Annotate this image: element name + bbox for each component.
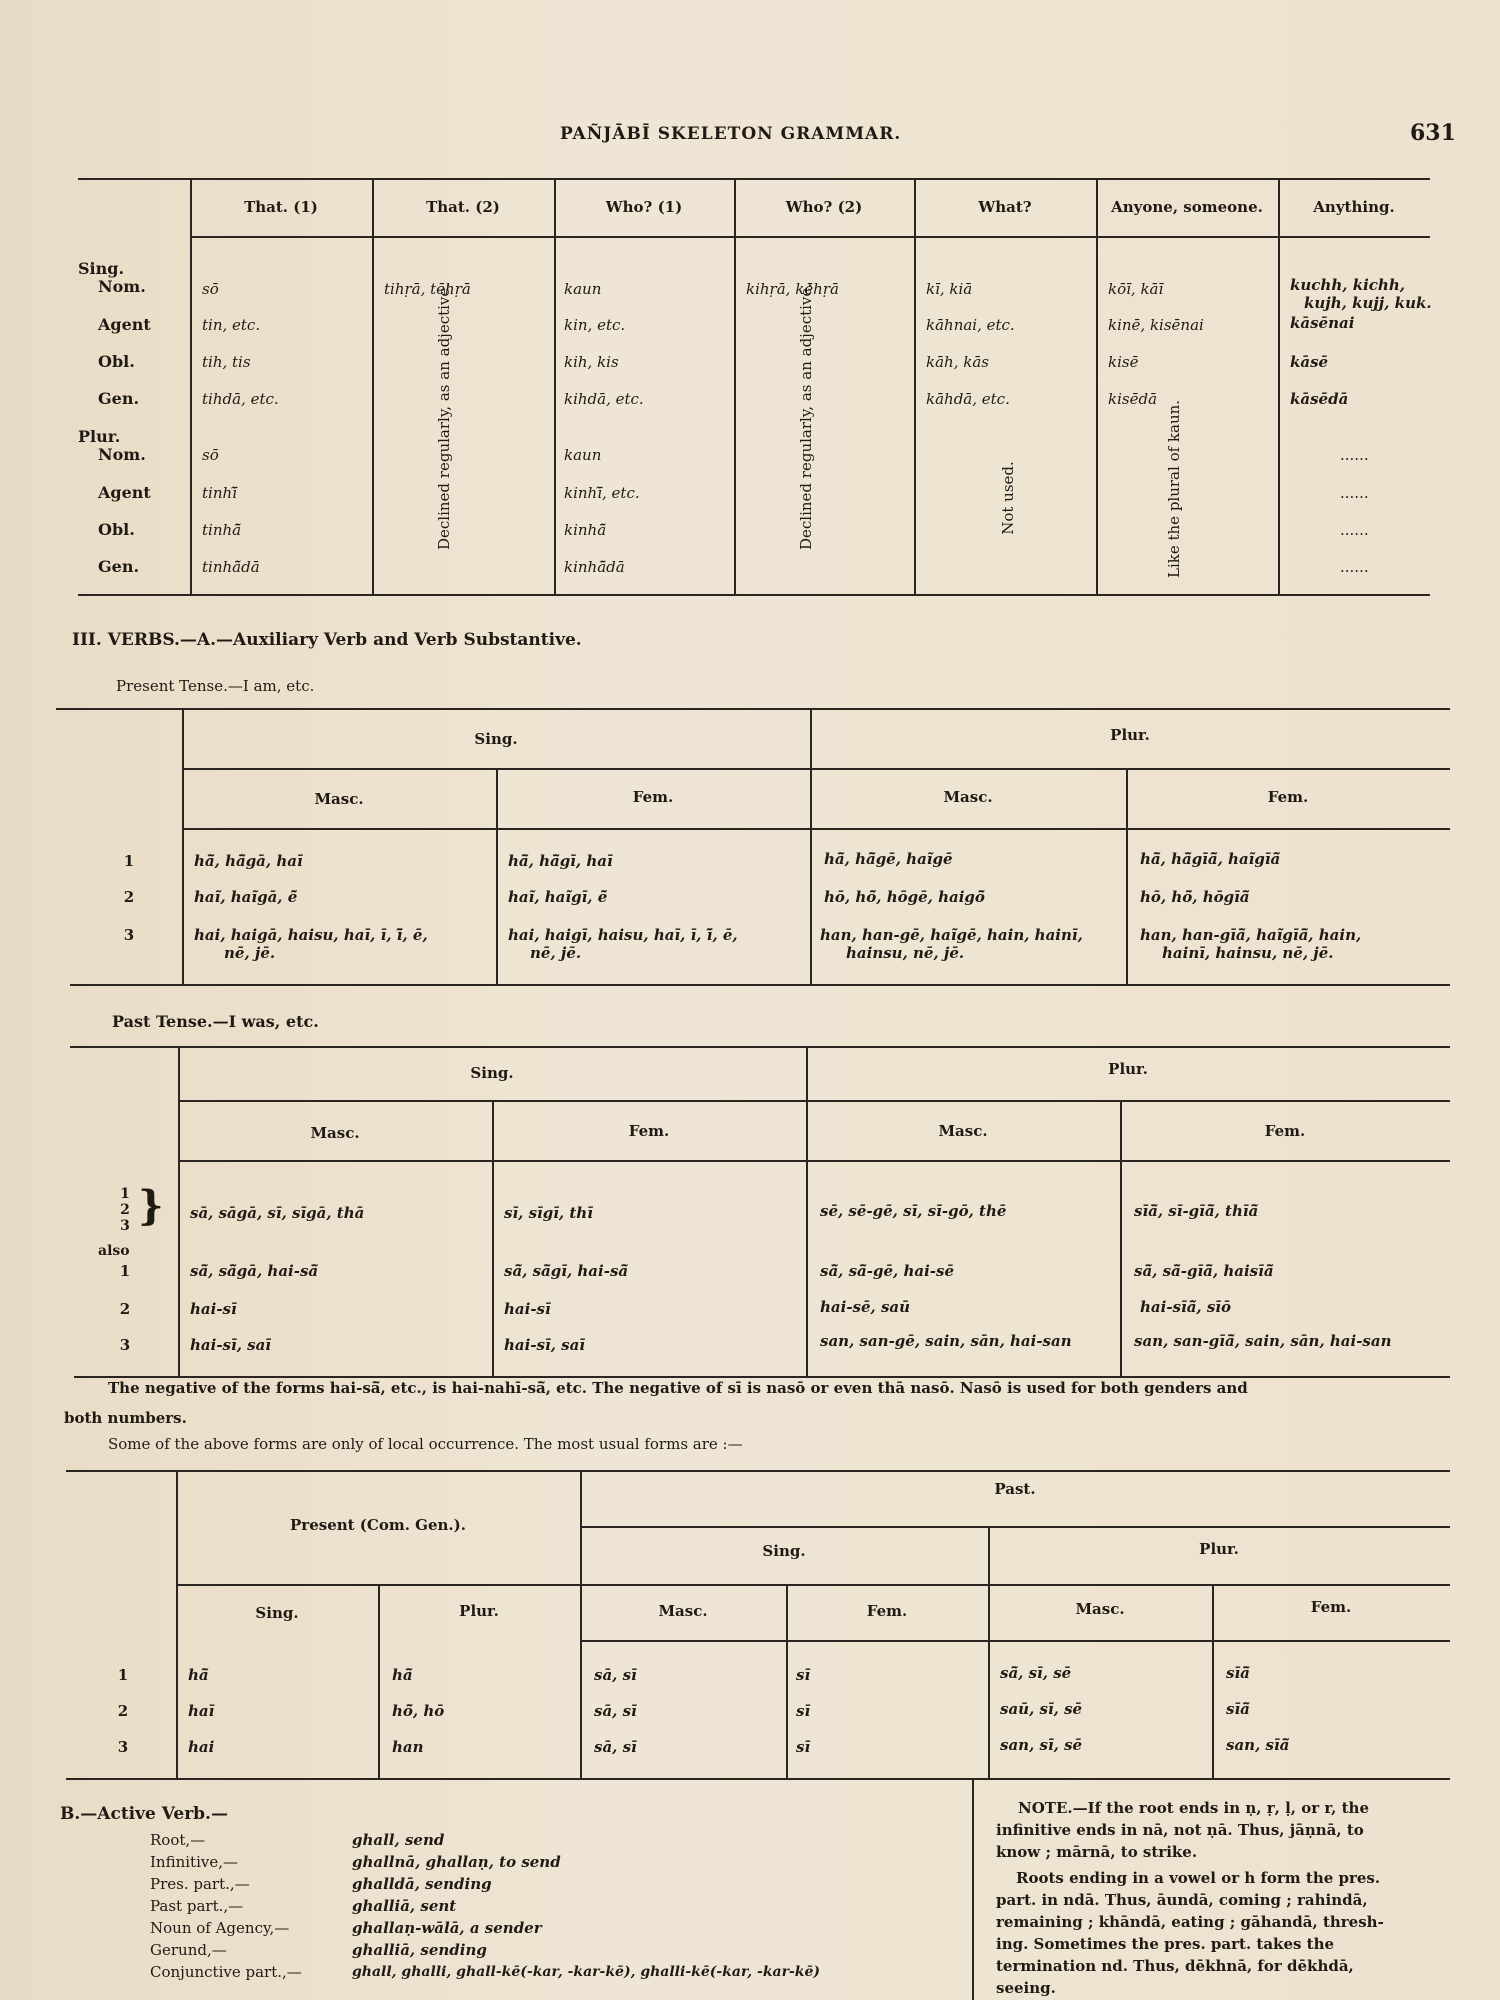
label-sing: Sing. [78, 259, 125, 278]
cell: hā̃ [392, 1666, 413, 1684]
cell: kāsēnai [1290, 314, 1355, 332]
person-number: 3 [117, 1738, 129, 1756]
header-masc: Masc. [314, 790, 364, 808]
rotated-note: Declined regularly, as an adjective. [797, 282, 815, 550]
cell: haī [188, 1702, 215, 1720]
cell: tinhī̃ [202, 484, 237, 502]
cell: tin, etc. [202, 316, 261, 334]
cell: hā̃, hā̃gā, haī [194, 852, 303, 870]
cell: kāsē [1290, 353, 1329, 371]
usual-caption: Some of the above forms are only of local occurrence. The most usual forms are :— [108, 1435, 743, 1453]
active-value: ghalliā, sending [352, 1941, 487, 1959]
cell: sī, sīgī, thī [504, 1204, 593, 1222]
cell: hai [188, 1738, 215, 1756]
cell: saū, sī, sē [1000, 1700, 1083, 1718]
header-who-2: Who? (2) [785, 198, 863, 216]
active-value: ghalliā, sent [352, 1897, 457, 1915]
cell: hai, haigā, haisu, haī, ī, ī̃, ē, [194, 926, 428, 944]
cell: kujh, kujj, kuk. [1304, 294, 1432, 312]
cell: sā̃, sā̃-gīā̃, haisīā̃ [1134, 1262, 1274, 1280]
header-that-1: That. (1) [244, 198, 318, 216]
side-note-line: Roots ending in a vowel or h form the pres. [1016, 1869, 1381, 1887]
cell: haĩ, haĩgā, ē̃ [194, 888, 298, 906]
cell: han [392, 1738, 424, 1756]
cell: kāh, kās [926, 353, 989, 371]
active-value: ghallnā, ghallaṇ, to send [352, 1853, 561, 1871]
running-head-title: PAÑJĀBĪ SKELETON GRAMMAR. [560, 124, 902, 144]
cell: kāsēdā [1290, 390, 1349, 408]
cell: hō, hō̃, hōgē, haigō̃ [824, 888, 985, 906]
cell: hā̃, hā̃gē, haĩgē [824, 850, 953, 868]
cell: han, han-gīā̃, haĩgīā̃, hain, [1140, 926, 1362, 944]
rotated-note: Declined regularly, as an adjective. [435, 282, 453, 550]
past-caption: Past Tense.—I was, etc. [112, 1012, 319, 1031]
header-anything: Anything. [1313, 198, 1395, 216]
cell: hai-sē, saū [820, 1298, 911, 1316]
label-nom: Nom. [98, 445, 146, 464]
person-number: 2 [119, 1300, 131, 1318]
active-label: Pres. part.,— [150, 1875, 250, 1893]
cell: hō, hō̃, hōgīā̃ [1140, 888, 1250, 906]
active-label: Gerund,— [150, 1941, 227, 1959]
header-fem: Fem. [632, 788, 674, 806]
cell: hai, haigī, haisu, haī, ī, ī̃, ē, [508, 926, 738, 944]
cell: hainsu, nē, jē. [846, 944, 965, 962]
cell: kin, etc. [564, 316, 626, 334]
header-past: Past. [994, 1480, 1036, 1498]
header-that-2: That. (2) [426, 198, 500, 216]
person-number: 3 [120, 1218, 130, 1234]
negative-note-cont: both numbers. [64, 1409, 187, 1427]
cell: hā̃ [188, 1666, 209, 1684]
active-value: ghalldā, sending [352, 1875, 492, 1893]
header-fem: Fem. [628, 1122, 670, 1140]
header-fem: Fem. [1310, 1598, 1352, 1616]
rotated-note: Like the plural of kaun. [1165, 399, 1183, 578]
active-label: Noun of Agency,— [150, 1919, 290, 1937]
active-value: ghall, send [352, 1831, 445, 1849]
header-plur: Plur. [1110, 726, 1150, 744]
cell: kuchh, kichh, [1290, 276, 1405, 294]
cell: sī [796, 1738, 811, 1756]
cell: kisē [1108, 353, 1139, 371]
side-note-line: termination nd. Thus, dēkhnā, for dēkhdā, [996, 1957, 1354, 1975]
cell: kinhī̃, etc. [564, 484, 640, 502]
cell: sā, sī [594, 1738, 637, 1756]
side-note-line: ing. Sometimes the pres. part. takes the [996, 1935, 1335, 1953]
cell: ...... [1340, 484, 1369, 502]
cell: kaun [564, 446, 602, 464]
person-number: 3 [123, 926, 135, 944]
cell: kinē, kisēnai [1108, 316, 1204, 334]
running-head [0, 120, 1500, 154]
header-anyone: Anyone, someone. [1111, 198, 1263, 216]
label-gen: Gen. [98, 389, 140, 408]
header-sing: Sing. [470, 1064, 514, 1082]
cell: nē, jē. [224, 944, 276, 962]
cell: tihdā, etc. [202, 390, 279, 408]
cell: kī, kiā [926, 280, 973, 298]
label-obl: Obl. [98, 352, 135, 371]
rotated-note: Not used. [999, 461, 1017, 535]
cell: sā, sāgā, sī, sīgā, thā [190, 1204, 365, 1222]
cell: ...... [1340, 446, 1369, 464]
cell: tinhā̃ [202, 521, 242, 539]
label-obl: Obl. [98, 520, 135, 539]
cell: sīā̃ [1226, 1700, 1250, 1718]
present-caption: Present Tense.—I am, etc. [116, 677, 315, 695]
label-plur: Plur. [78, 427, 121, 446]
person-number: 2 [117, 1702, 129, 1720]
side-note-line: part. in ndā. Thus, āundā, coming ; rahindā, [996, 1891, 1368, 1909]
header-present: Present (Com. Gen.). [290, 1516, 466, 1534]
cell: san, san-gīā̃, sain, sān, hai-san [1134, 1332, 1392, 1350]
cell: ...... [1340, 521, 1369, 539]
header-fem: Fem. [1267, 788, 1309, 806]
active-verb-title: B.—Active Verb.— [60, 1804, 228, 1824]
header-fem: Fem. [1264, 1122, 1306, 1140]
header-sing: Sing. [474, 730, 518, 748]
header-plur: Plur. [1199, 1540, 1239, 1558]
header-who-1: Who? (1) [605, 198, 683, 216]
side-note-line: seeing. [996, 1979, 1056, 1997]
cell: haĩ, haĩgī, ē̃ [508, 888, 608, 906]
cell: hainī, hainsu, nē, jē. [1162, 944, 1334, 962]
header-sing: Sing. [762, 1542, 806, 1560]
cell: kinhā̃ [564, 521, 607, 539]
cell: kih, kis [564, 353, 619, 371]
cell: kinhā̃dā [564, 558, 625, 576]
cell: sā, sī [594, 1702, 637, 1720]
cell: hā̃, hā̃gī, haī [508, 852, 613, 870]
cell: han, han-gē, haĩgē, hain, hainī, [820, 926, 1083, 944]
cell: sī [796, 1702, 811, 1720]
active-label: Infinitive,— [150, 1853, 238, 1871]
cell: kihṛā, kēhṛā [746, 280, 839, 298]
cell: sīā̃, sī-gīā̃, thīā̃ [1134, 1202, 1259, 1220]
label-nom: Nom. [98, 277, 146, 296]
cell: hai-sī [190, 1300, 237, 1318]
cell: sā̃, sā̃gī, hai-sā̃ [504, 1262, 629, 1280]
also-label: also [98, 1243, 130, 1259]
cell: kihdā, etc. [564, 390, 644, 408]
header-what: What? [978, 198, 1032, 216]
cell: hai-sīā̃, sīō [1140, 1298, 1232, 1316]
header-masc: Masc. [1075, 1600, 1125, 1618]
cell: sā̃, sā̃-gē, hai-sē [820, 1262, 955, 1280]
cell: sīā̃ [1226, 1664, 1250, 1682]
page-number: 631 [1410, 120, 1456, 146]
label-agent: Agent [98, 315, 151, 334]
header-masc: Masc. [943, 788, 993, 806]
cell: ...... [1340, 558, 1369, 576]
label-agent: Agent [98, 483, 151, 502]
header-fem: Fem. [866, 1602, 908, 1620]
section-heading: III. VERBS.—A.—Auxiliary Verb and Verb Substantive. [72, 630, 582, 650]
person-number: 1 [120, 1186, 130, 1202]
header-masc: Masc. [310, 1124, 360, 1142]
cell: hai-sī, saī [504, 1336, 585, 1354]
side-note-line: NOTE.—If the root ends in ṇ, ṛ, ḷ, or r, the [1018, 1799, 1369, 1817]
header-masc: Masc. [938, 1122, 988, 1140]
cell: kōī, kāī [1108, 280, 1164, 298]
cell: sā, sī [594, 1666, 637, 1684]
cell: tinhā̃dā [202, 558, 260, 576]
cell: kāhdā, etc. [926, 390, 1010, 408]
negative-note: The negative of the forms hai-sā̃, etc., is hai-nahī-sā̃, etc. The negative of sī is nasō or even thā nasō. Nasō is used for both genders and [108, 1379, 1248, 1397]
cell: san, san-gē, sain, sān, hai-san [820, 1332, 1072, 1350]
header-plur: Plur. [1108, 1060, 1148, 1078]
cell: tihṛā, tēhṛā [384, 280, 471, 298]
person-number: 1 [119, 1262, 131, 1280]
active-value: ghallaṇ-wālā, a sender [352, 1919, 542, 1937]
person-number: 2 [123, 888, 135, 906]
active-label: Past part.,— [150, 1897, 244, 1915]
cell: sō [202, 280, 219, 298]
person-number: 1 [117, 1666, 129, 1684]
active-value: ghall, ghalli, ghall-kē(-kar, -kar-kē), ghalli-kē(-kar, -kar-kē) [352, 1964, 821, 1980]
person-number: 3 [119, 1336, 131, 1354]
cell: san, sīā̃ [1226, 1736, 1290, 1754]
side-note-line: know ; mārnā, to strike. [996, 1843, 1198, 1861]
cell: kisēdā [1108, 390, 1158, 408]
cell: sō [202, 446, 219, 464]
cell: tih, tis [202, 353, 251, 371]
cell: hā̃, hā̃gīā̃, haĩgīā̃ [1140, 850, 1281, 868]
cell: kaun [564, 280, 602, 298]
side-note-line: infinitive ends in nā, not ṇā. Thus, jāṇnā, to [996, 1821, 1364, 1839]
active-label: Root,— [150, 1831, 206, 1849]
active-label: Conjunctive part.,— [150, 1963, 302, 1981]
cell: hai-sī, saī [190, 1336, 271, 1354]
brace-icon: } [138, 1182, 164, 1229]
person-number: 1 [123, 852, 135, 870]
cell: san, sī, sē [1000, 1736, 1083, 1754]
cell: sā̃, sā̃gā, hai-sā̃ [190, 1262, 319, 1280]
cell: sā̃, sī, sē [1000, 1664, 1072, 1682]
cell: sē, sē-gē, sī, sī-gō, thē [820, 1202, 1007, 1220]
person-number: 2 [120, 1202, 130, 1218]
cell: kāhnai, etc. [926, 316, 1015, 334]
header-sing: Sing. [255, 1604, 299, 1622]
label-gen: Gen. [98, 557, 140, 576]
header-plur: Plur. [459, 1602, 499, 1620]
cell: hō̃, hō [392, 1702, 445, 1720]
cell: nē, jē. [530, 944, 582, 962]
cell: sī [796, 1666, 811, 1684]
header-masc: Masc. [658, 1602, 708, 1620]
cell: hai-sī [504, 1300, 551, 1318]
side-note-line: remaining ; khāndā, eating ; gāhandā, thresh- [996, 1913, 1384, 1931]
